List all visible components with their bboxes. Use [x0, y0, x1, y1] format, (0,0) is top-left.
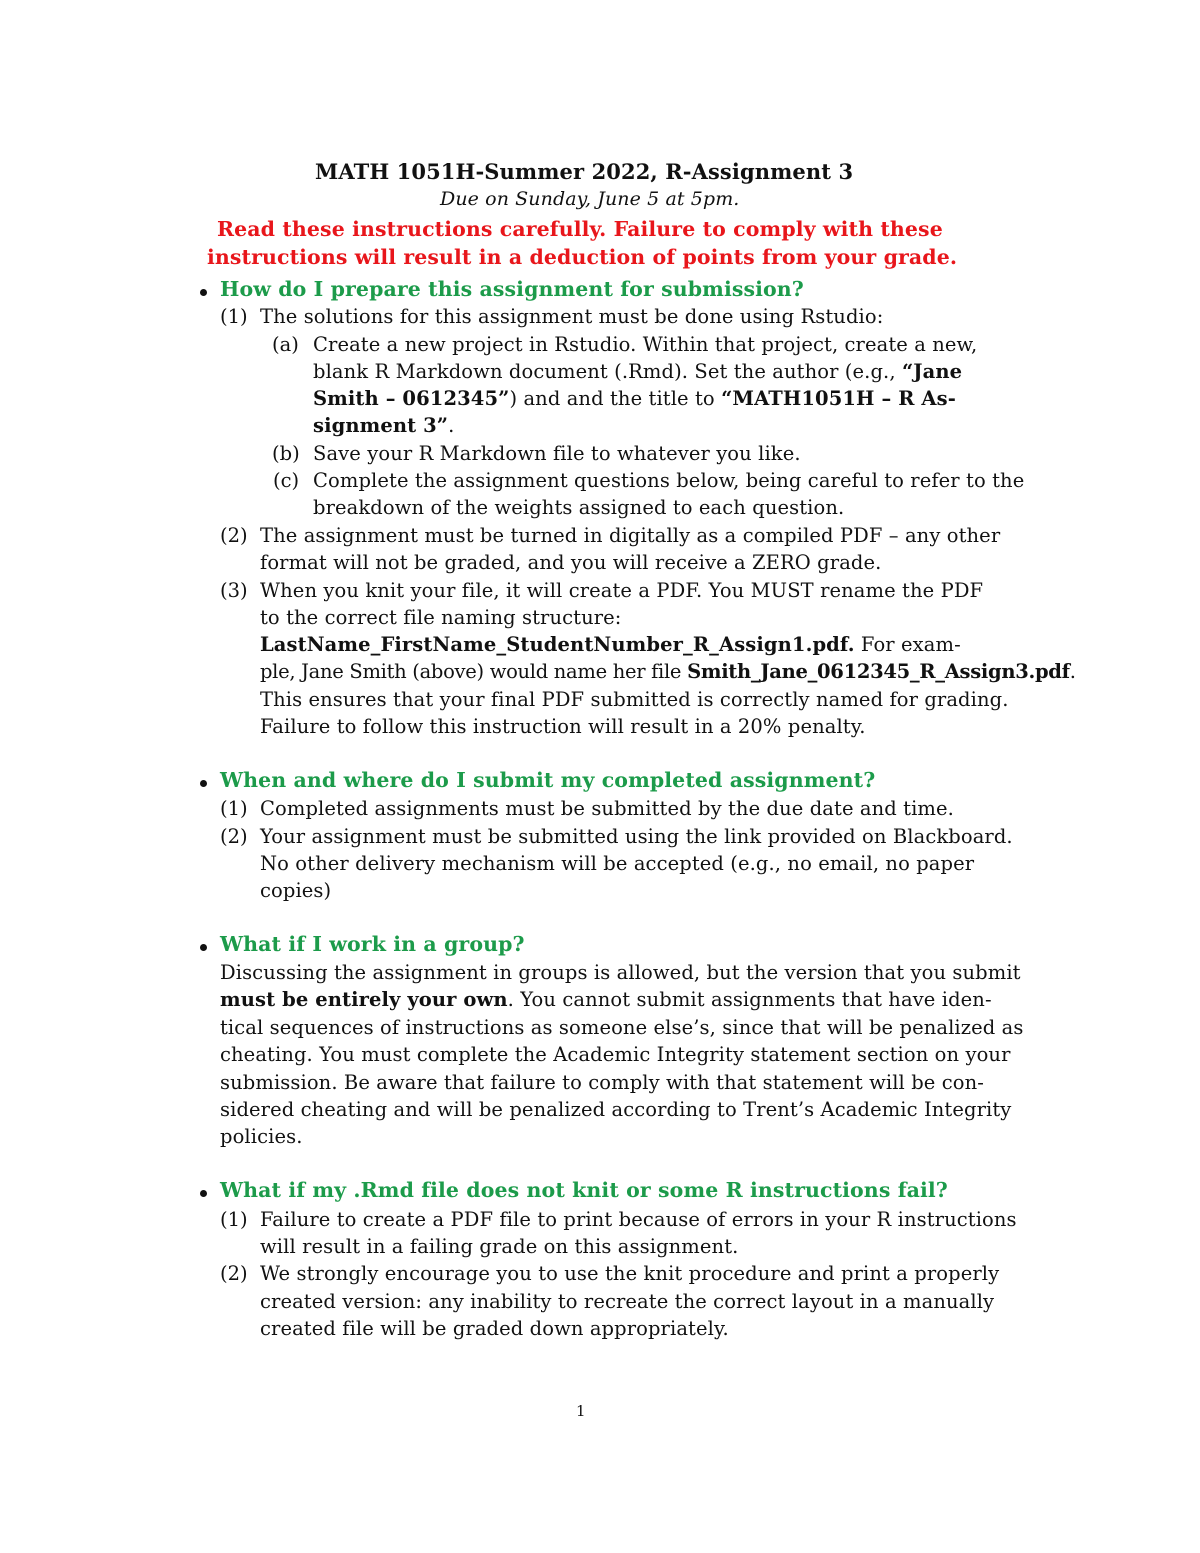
- sub-item-line: Complete the assignment questions below, being careful to refer to the: [313, 469, 1025, 492]
- author-example-start: “Jane: [901, 360, 963, 383]
- author-example-end: Smith – 0612345”: [313, 387, 510, 410]
- section-heading-group: What if I work in a group?: [220, 932, 525, 956]
- sub-item-letter: (a): [272, 333, 299, 356]
- item-number: (2): [220, 524, 248, 547]
- due-date: Due on Sunday, June 5 at 5pm.: [440, 188, 740, 210]
- list-item: [260, 658, 1076, 685]
- sub-item-line: [313, 412, 454, 439]
- list-item: created version: any inability to recreate the correct layout in a manually: [260, 1290, 995, 1313]
- bullet-icon: [200, 1190, 207, 1197]
- paragraph-line: submission. Be aware that failure to comply with that statement will be con-: [220, 1071, 984, 1094]
- list-item: Failure to create a PDF file to print because of errors in your R instructions: [260, 1208, 1017, 1231]
- text-span: For exam-: [854, 633, 961, 656]
- paragraph-line: cheating. You must complete the Academic Integrity statement section on your: [220, 1043, 1011, 1066]
- sub-item-line: Create a new project in Rstudio. Within that project, create a new,: [313, 333, 978, 356]
- list-item: created file will be graded down appropriately.: [260, 1317, 729, 1340]
- list-item: When you knit your file, it will create a PDF. You MUST rename the PDF: [260, 579, 984, 602]
- sub-item-letter: (c): [273, 469, 300, 492]
- paragraph-line: [220, 986, 992, 1013]
- item-number: (2): [220, 1262, 248, 1285]
- item-number: (2): [220, 825, 248, 848]
- page-number: 1: [576, 1402, 586, 1420]
- sub-item-line: breakdown of the weights assigned to each question.: [313, 496, 845, 519]
- text-span: . You cannot submit assignments that have iden-: [507, 988, 992, 1011]
- section-heading-knit-failure: What if my .Rmd file does not knit or some R instructions fail?: [220, 1178, 948, 1202]
- title-example-start: “MATH1051H – R As-: [721, 387, 956, 410]
- list-item: [260, 631, 961, 658]
- paragraph-line: policies.: [220, 1125, 303, 1148]
- text-span: ) and and the title to: [509, 387, 722, 410]
- list-item: The assignment must be turned in digitally as a compiled PDF – any other: [260, 524, 1001, 547]
- list-item: format will not be graded, and you will receive a ZERO grade.: [260, 551, 882, 574]
- list-item: We strongly encourage you to use the knit procedure and print a properly: [260, 1262, 1000, 1285]
- page-title: MATH 1051H-Summer 2022, R-Assignment 3: [315, 159, 854, 184]
- text-span: .: [448, 414, 455, 437]
- text-span: blank R Markdown document (.Rmd). Set the author (e.g.,: [313, 360, 902, 383]
- paragraph-line: sidered cheating and will be penalized according to Trent’s Academic Integrity: [220, 1098, 1012, 1121]
- item-number: (1): [220, 1208, 248, 1231]
- item-number: (3): [220, 579, 248, 602]
- list-item: The solutions for this assignment must be done using Rstudio:: [260, 305, 884, 328]
- sub-item-line: Save your R Markdown file to whatever you like.: [313, 442, 801, 465]
- file-name-pattern: LastName_FirstName_StudentNumber_R_Assign1.pdf.: [260, 633, 855, 656]
- list-item: to the correct file naming structure:: [260, 606, 622, 629]
- text-span: .: [1069, 660, 1076, 683]
- item-number: (1): [220, 305, 248, 328]
- bullet-icon: [200, 289, 207, 296]
- text-span: ple, Jane Smith (above) would name her file: [260, 660, 688, 683]
- file-name-example: Smith_Jane_0612345_R_Assign3.pdf: [687, 660, 1070, 683]
- list-item: copies): [260, 879, 332, 902]
- sub-item-line: [313, 358, 962, 385]
- list-item: Completed assignments must be submitted by the due date and time.: [260, 797, 954, 820]
- paragraph-line: tical sequences of instructions as someone else’s, since that will be penalized as: [220, 1016, 1024, 1039]
- list-item: Your assignment must be submitted using the link provided on Blackboard.: [260, 825, 1013, 848]
- list-item: No other delivery mechanism will be accepted (e.g., no email, no paper: [260, 852, 975, 875]
- sub-item-line: [313, 385, 956, 412]
- list-item: This ensures that your final PDF submitted is correctly named for grading.: [260, 688, 1009, 711]
- bullet-icon: [200, 944, 207, 951]
- item-number: (1): [220, 797, 248, 820]
- bullet-icon: [200, 780, 207, 787]
- warning-line-1: Read these instructions carefully. Failure to comply with these: [217, 217, 943, 241]
- list-item: Failure to follow this instruction will result in a 20% penalty.: [260, 715, 866, 738]
- section-heading-prepare: How do I prepare this assignment for submission?: [220, 277, 804, 301]
- emphasis-text: must be entirely your own: [220, 988, 508, 1011]
- sub-item-letter: (b): [272, 442, 300, 465]
- title-example-end: signment 3”: [313, 414, 449, 437]
- list-item: will result in a failing grade on this assignment.: [260, 1235, 739, 1258]
- section-heading-submit: When and where do I submit my completed assignment?: [220, 768, 876, 792]
- paragraph-line: Discussing the assignment in groups is allowed, but the version that you submit: [220, 961, 1021, 984]
- warning-line-2: instructions will result in a deduction of points from your grade.: [207, 245, 958, 269]
